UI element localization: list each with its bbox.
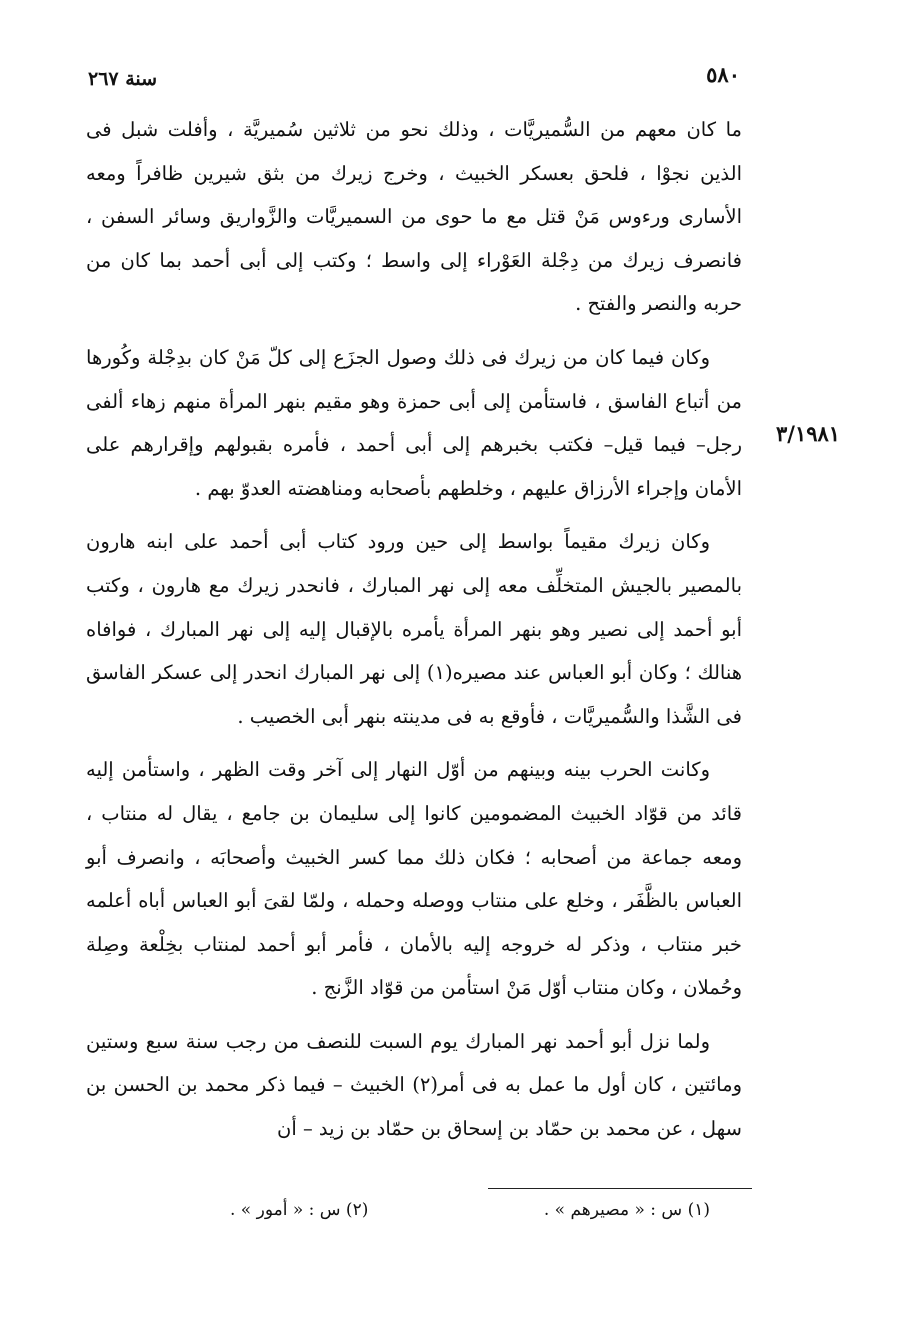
paragraph: ولما نزل أبو أحمد نهر المبارك يوم السبت للنصف من رجب سنة سبع وستين ومائتين ، كان أول ما عمل به فى أمر(٢) الخبيث – فيما ذكر محمد بن الحسن بن سهل ، عن محمد بن حمّاد بن إسحاق بن حمّاد بن زيد – أن [86,1029,742,1141]
running-head-year: سنة ٢٦٧ [88,68,158,90]
paragraph: وكان فيما كان من زيرك فى ذلك وصول الجزَع إلى كلّ مَنْ كان بدِجْلة وكُورها من أتباع الفاسق ، فاستأمن إلى أبى حمزة وهو مقيم بنهر المرأة منهم زهاء ألفى رجل– فيما قيل– فكتب بخبرهم إلى أبى أحمد ، فأمره بقبولهم وإقرارهم على الأمان وإجراء الأرزاق عليهم ، وخلطهم بأصحابه ومناهضته العدوّ بهم . [86,345,742,500]
paragraph: وكان زيرك مقيماً بواسط إلى حين ورود كتاب أبى أحمد على ابنه هارون بالمصير بالجيش المتخلِّف معه إلى نهر المبارك ، فانحدر زيرك مع هارون ، وكتب أبو أحمد إلى نصير وهو بنهر المرأة يأمره بالإقبال إليه إلى نهر المبارك ، فوافاه هنالك ؛ وكان أبو العباس عند مصيره(١) إلى نهر المبارك انحدر إلى عسكر الفاسق فى الشَّذا والسُّميريَّات ، فأوقع به فى مدينته بنهر أبى الخصيب . [86,530,742,728]
margin-page-reference: ٣/١٩٨١ [776,421,841,446]
footnotes [230,1200,710,1230]
page-number: ٥٨٠ [706,62,740,87]
footnote-2: (٢) س : « أمور » . [230,1200,369,1220]
paragraph: وكانت الحرب بينه وبينهم من أوّل النهار إلى آخر وقت الظهر ، واستأمن إليه قائد من قوّاد الخبيث المضمومين كانوا إلى سليمان بن جامع ، يقال له منتاب ، ومعه جماعة من أصحابه ؛ فكان ذلك مما كسر الخبيث وأصحابَه ، وانصرف أبو العباس بالظَّفَر ، وخلع على منتاب ووصله وحمله ، ولمّا لقىَ أبو العباس أباه أعلمه خبر منتاب ، وذكر له خروجه إليه بالأمان ، فأمر أبو أحمد لمنتاب بخِلْعة وصِلة وحُملان ، وكان منتاب أوّل مَنْ استأمن من قوّاد الزَّنج . [86,758,742,1000]
page-header [88,62,740,92]
main-text [86,108,742,1161]
paragraph: ما كان معهم من السُّميريَّات ، وذلك نحو من ثلاثين سُميريَّة ، وأفلت شبل فى الذين نجوْا ، فلحق بعسكر الخبيث ، وخرج زيرك من بثق شيرين ظافراً ومعه الأسارى ورءوس مَنْ قتل مع ما حوى من السميريَّات والزَّواريق وسائر السفن ، فانصرف زيرك من دِجْلة العَوْراء إلى واسط ؛ وكتب إلى أبى أحمد بما كان من حربه والنصر والفتح . [86,118,742,316]
footnote-1: (١) س : « مصيرهم » . [543,1200,710,1220]
footnote-divider [488,1188,752,1189]
